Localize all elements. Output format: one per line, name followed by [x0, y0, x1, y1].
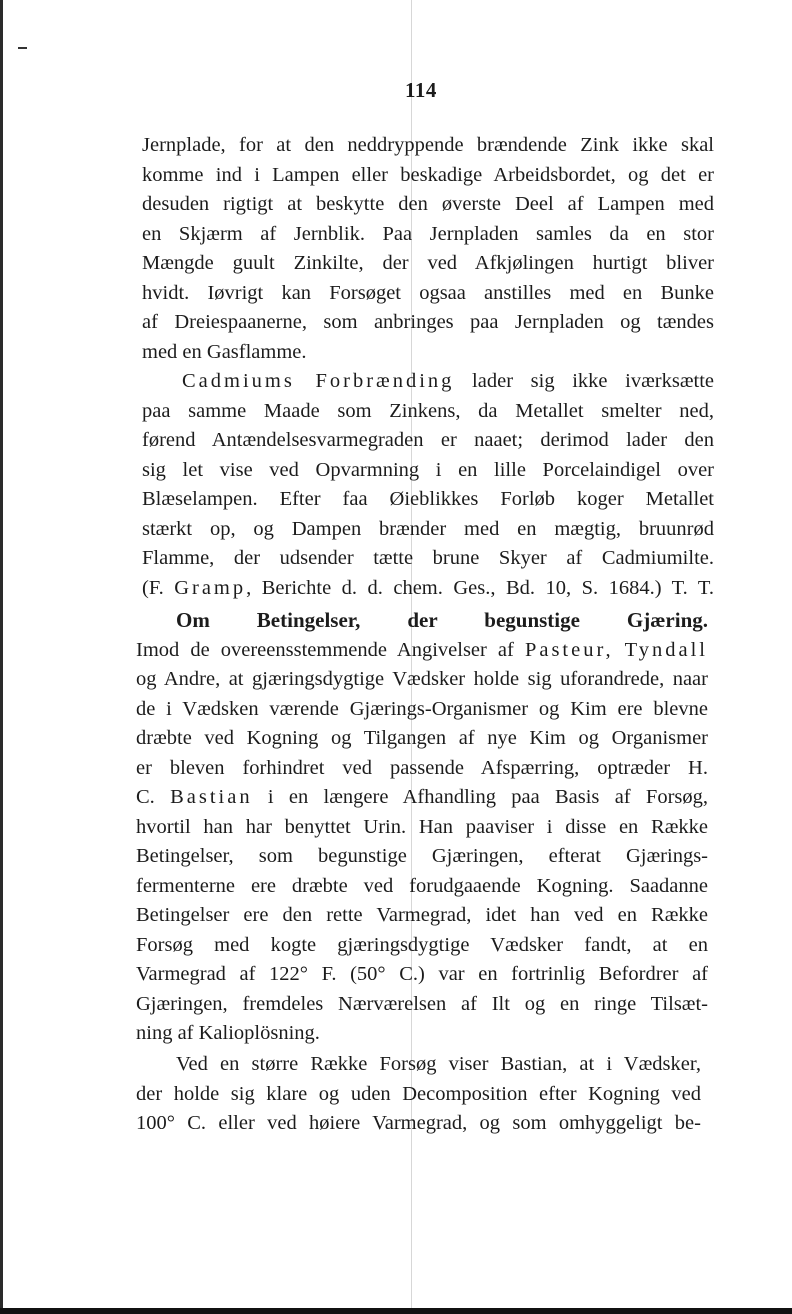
text-line: fermenterne ere dræbte ved forudgaaende Kogning. Saadanne: [136, 874, 708, 897]
text-run: , Berichte d. d. chem. Ges., Bd. 10, S. 1684.) T. T.: [246, 576, 715, 599]
name-bastian: Bastian: [170, 786, 253, 808]
text-line: [136, 783, 708, 813]
name-pasteur: Pasteur,: [524, 638, 614, 661]
section-heading: Om Betingelser, der begunstige Gjæring.: [176, 608, 708, 632]
text-line: der holde sig klare og uden Decomposition efter Kogning ved: [136, 1082, 701, 1105]
text-line: [182, 367, 714, 397]
text-run: lader sig ikke iværksætte: [472, 370, 714, 392]
text-run: (F.: [142, 576, 164, 599]
text-line: 100° C. eller ved høiere Varmegrad, og som omhyggeligt be-: [136, 1112, 701, 1134]
citation-line: [142, 574, 714, 604]
text-line: en Skjærm af Jernblik. Paa Jernpladen samles da en stor: [142, 222, 714, 245]
text-line: og Andre, at gjæringsdygtige Vædsker holde sig uforandrede, naar: [136, 668, 708, 690]
text-line: med en Gasflamme.: [142, 340, 307, 363]
scan-bottom-border: [0, 1308, 792, 1314]
text-run: i en længere Afhandling paa Basis af Forsøg,: [267, 786, 709, 808]
text-line: Blæselampen. Efter faa Øieblikkes Forløb koger Metallet: [142, 488, 714, 510]
name-tyndall: Tyndall: [624, 638, 709, 661]
text-line: paa samme Maade som Zinkens, da Metallet smelter ned,: [142, 399, 714, 422]
text-line: de i Vædsken værende Gjærings-Organismer og Kim ere blevne: [136, 697, 708, 720]
text-line: af Dreiespaanerne, som anbringes paa Jernpladen og tændes: [142, 311, 714, 333]
text-line: Flamme, der udsender tætte brune Skyer af Cadmiumilte.: [142, 547, 714, 569]
text-line: Jernplade, for at den neddryppende brændende Zink ikke skal: [142, 134, 714, 156]
text-line: ning af Kalioplösning.: [136, 1022, 320, 1044]
text-line: stærkt op, og Dampen brænder med en mægtig, bruunrød: [142, 517, 714, 540]
text-line: dræbte ved Kogning og Tilgangen af nye Kim og Organismer: [136, 727, 708, 749]
text-line: Varmegrad af 122° F. (50° C.) var en fortrinlig Befordrer af: [136, 963, 708, 985]
page-number: 114: [405, 78, 437, 102]
margin-mark: [18, 47, 27, 49]
text-line: [136, 636, 708, 666]
text-line: hvortil han har benyttet Urin. Han paaviser i disse en Række: [136, 815, 708, 838]
scan-left-border: [0, 0, 3, 1314]
text-run: C.: [136, 786, 155, 808]
text-line: komme ind i Lampen eller beskadige Arbeidsbordet, og det er: [142, 163, 714, 186]
text-line: Forsøg med kogte gjæringsdygtige Vædsker fandt, at en: [136, 933, 708, 956]
text-line: er bleven forhindret ved passende Afspærring, optræder H.: [136, 756, 708, 779]
text-line: sig let vise ved Opvarmning i en lille Porcelaindigel over: [142, 458, 714, 481]
text-run: Imod de overeensstemmende Angivelser af: [136, 638, 514, 661]
text-line: desuden rigtigt at beskytte den øverste Deel af Lampen med: [142, 193, 714, 215]
text-line: Mængde guult Zinkilte, der ved Afkjølingen hurtigt bliver: [142, 252, 714, 274]
text-line: Ved en større Række Forsøg viser Bastian, at i Vædsker,: [176, 1053, 701, 1075]
citation-author: Gramp: [174, 576, 247, 599]
text-line: førend Antændelsesvarmegraden er naaet; derimod lader den: [142, 429, 714, 451]
text-line: Betingelser ere den rette Varmegrad, idet han ved en Række: [136, 904, 708, 926]
text-line: Betingelser, som begunstige Gjæringen, efterat Gjærings-: [136, 845, 708, 867]
text-line: Gjæringen, fremdeles Nærværelsen af Ilt og en ringe Tilsæt-: [136, 992, 708, 1015]
spaced-term: Cadmiums Forbrænding: [182, 370, 455, 392]
text-line: hvidt. Iøvrigt kan Forsøget ogsaa anstilles med en Bunke: [142, 281, 714, 304]
